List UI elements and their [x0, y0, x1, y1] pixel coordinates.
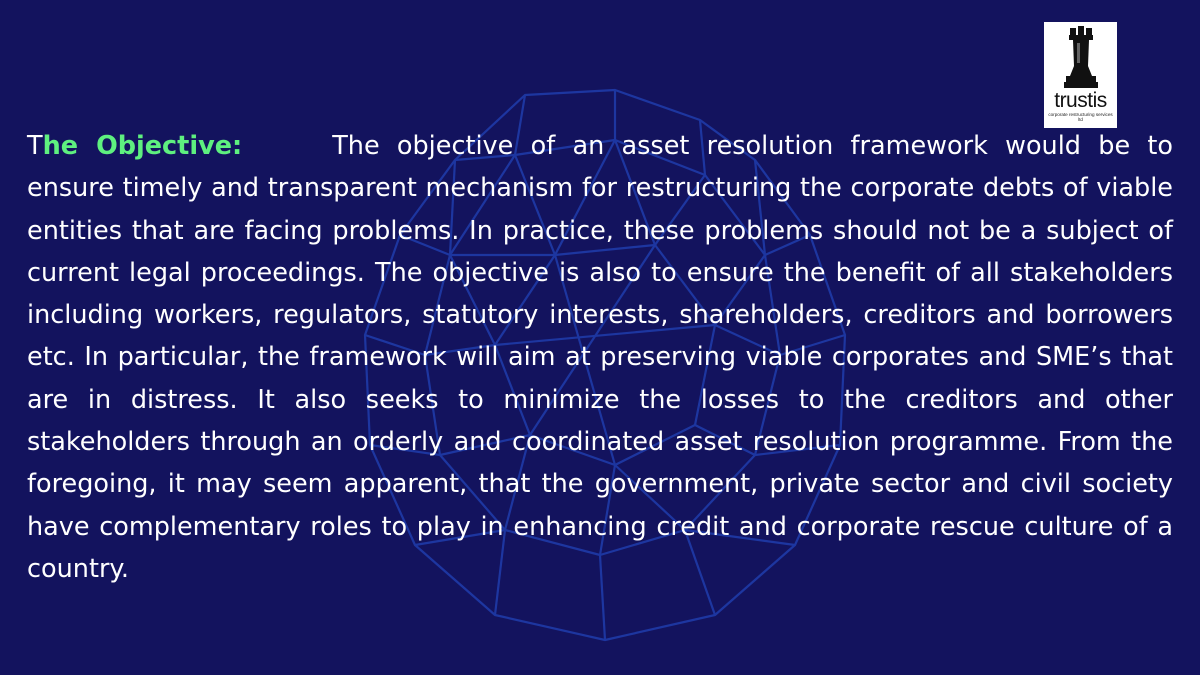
heading-first-letter: T [27, 131, 43, 161]
objective-paragraph [27, 125, 1173, 590]
heading-label: he Objective: [42, 131, 243, 161]
objective-body-text: The objective of an asset resolution framework would be to ensure timely and transparent mechanism for restructuring the corporate debts of viable entities that are facing problems. In practice, these problems should not be a subject of current legal proceedings. The objective is also to ensure the benefit of all stakeholders including workers, regulators, statutory interests, shareholders, creditors and borrowers etc. In particular, the framework will aim at preserving viable corporates and SME’s that are in distress. It also seeks to minimize the losses to the creditors and other stakeholders through an orderly and coordinated asset resolution programme. From the foregoing, it may seem apparent, that the government, private sector and civil society have complementary roles to play in enhancing credit and corporate rescue culture of a country. [27, 131, 1174, 584]
logo-tagline-suffix: ltd [1078, 117, 1083, 122]
logo-wordmark: trustis [1054, 89, 1107, 112]
trustis-logo [1044, 22, 1117, 128]
chess-rook-icon [1059, 26, 1103, 90]
logo-tagline: corporate restructuring services [1048, 112, 1113, 117]
